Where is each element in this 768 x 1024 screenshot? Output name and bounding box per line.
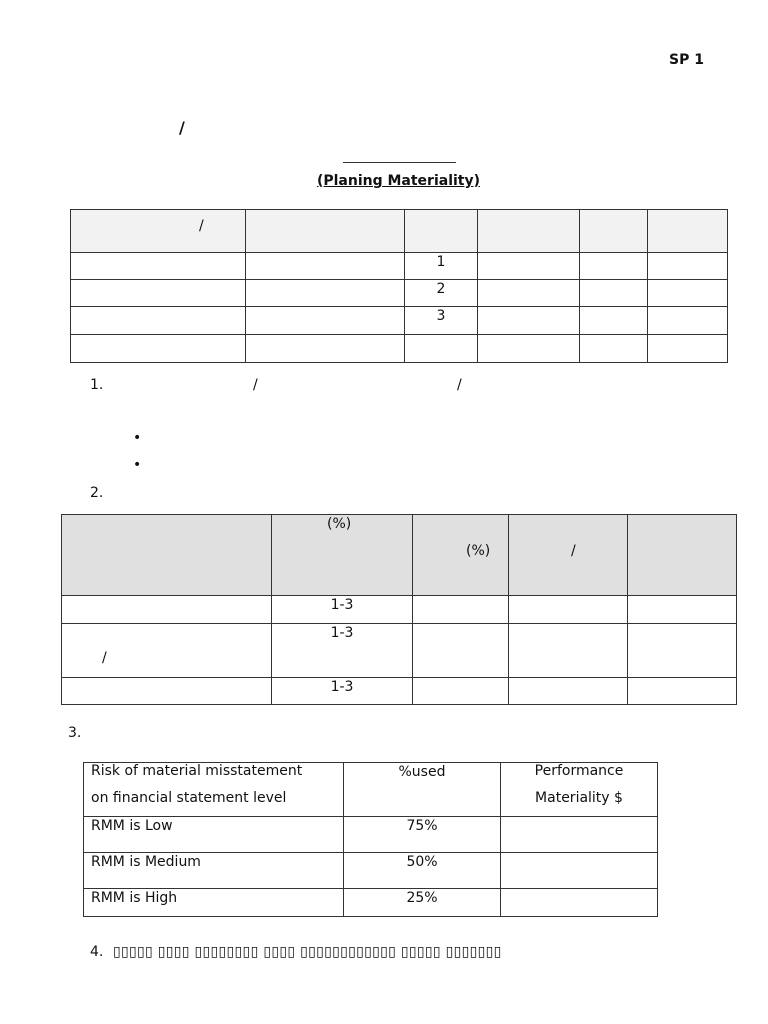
performance-header-line: Performance [534,763,624,779]
table-header-row [71,210,728,253]
table-cell [648,253,728,280]
table-cell [71,335,246,363]
table-cell: RMM is High [84,889,344,917]
table-cell: 1 [405,253,478,280]
table-cell [246,307,405,335]
table-cell [71,307,246,335]
table-cell: 1-3 [272,596,413,624]
table-cell: 1-3 [272,624,413,678]
page-code: SP 1 [669,52,704,68]
table-cell [509,596,628,624]
table-cell: 75% [344,817,501,853]
bullet: • [133,457,142,473]
table-cell [501,817,658,853]
table-cell [580,335,648,363]
bullet: • [133,430,142,446]
table-cell: RMM is Low [84,817,344,853]
table-cell [628,596,737,624]
risk-percentage-table [61,514,737,705]
table-cell [580,280,648,307]
table-cell: 3 [405,307,478,335]
table-cell [246,253,405,280]
table-cell [62,678,272,705]
table-cell [71,280,246,307]
table-header-cell [62,515,272,596]
item-4-number: 4. [90,944,104,960]
table-cell [478,335,580,363]
table-header-cell [84,763,344,817]
table-header-cell [580,210,648,253]
table-cell [628,678,737,705]
table-cell [628,624,737,678]
risk-header-line: on financial statement level [91,790,287,806]
table-cell [405,335,478,363]
item-1-number: 1. [90,377,104,393]
table-row [71,253,728,280]
table-header-cell: (%) [413,515,509,596]
table-row [62,678,737,705]
table-header-cell [246,210,405,253]
table-cell [648,307,728,335]
table-header-cell: / [71,210,246,253]
item-2-number: 2. [90,485,104,501]
table-row [62,624,737,678]
table-header-cell [405,210,478,253]
table-cell [413,678,509,705]
table-cell [246,280,405,307]
table-row [71,335,728,363]
table-cell [580,307,648,335]
table-row [71,280,728,307]
table-cell [246,335,405,363]
title-underline [343,162,456,163]
table-header-cell [648,210,728,253]
table-row [84,817,658,853]
table-header-row [62,515,737,596]
table-cell: 50% [344,853,501,889]
table-cell [648,280,728,307]
table-header-cell [628,515,737,596]
table-header-row [84,763,658,817]
table-cell [62,596,272,624]
top-slash: / [179,118,185,137]
performance-header-line: Materiality $ [535,790,623,806]
risk-header-line: Risk of material misstatement [91,763,303,779]
table-row [62,596,737,624]
table-row [84,853,658,889]
table-cell [478,307,580,335]
item-1-slash: / [253,377,258,393]
table-cell [580,253,648,280]
page-title: (Planing Materiality) [316,173,481,189]
table-row [84,889,658,917]
table-header-cell [478,210,580,253]
table-cell [648,335,728,363]
table-cell [413,624,509,678]
table-cell [478,253,580,280]
planning-materiality-table [70,209,728,363]
table-header-cell: / [509,515,628,596]
table-header-cell [501,763,658,817]
table-cell [71,253,246,280]
item-3-number: 3. [68,725,82,741]
table-header-cell: %used [344,763,501,817]
table-cell: 2 [405,280,478,307]
table-cell: / [62,624,272,678]
table-row [71,307,728,335]
table-cell [509,678,628,705]
performance-materiality-table [83,762,658,917]
table-cell [509,624,628,678]
table-cell [478,280,580,307]
item-4-text: ▯▯▯▯▯ ▯▯▯▯ ▯▯▯▯▯▯▯▯ ▯▯▯▯ ▯▯▯▯▯▯▯▯▯▯▯▯ ▯▯▯▯▯ ▯▯▯▯▯▯▯ [113,944,502,960]
table-cell [413,596,509,624]
item-1-slash: / [457,377,462,393]
table-cell: RMM is Medium [84,853,344,889]
table-header-cell: (%) [272,515,413,596]
table-cell [501,889,658,917]
table-cell: 1-3 [272,678,413,705]
table-cell: 25% [344,889,501,917]
table-cell [501,853,658,889]
